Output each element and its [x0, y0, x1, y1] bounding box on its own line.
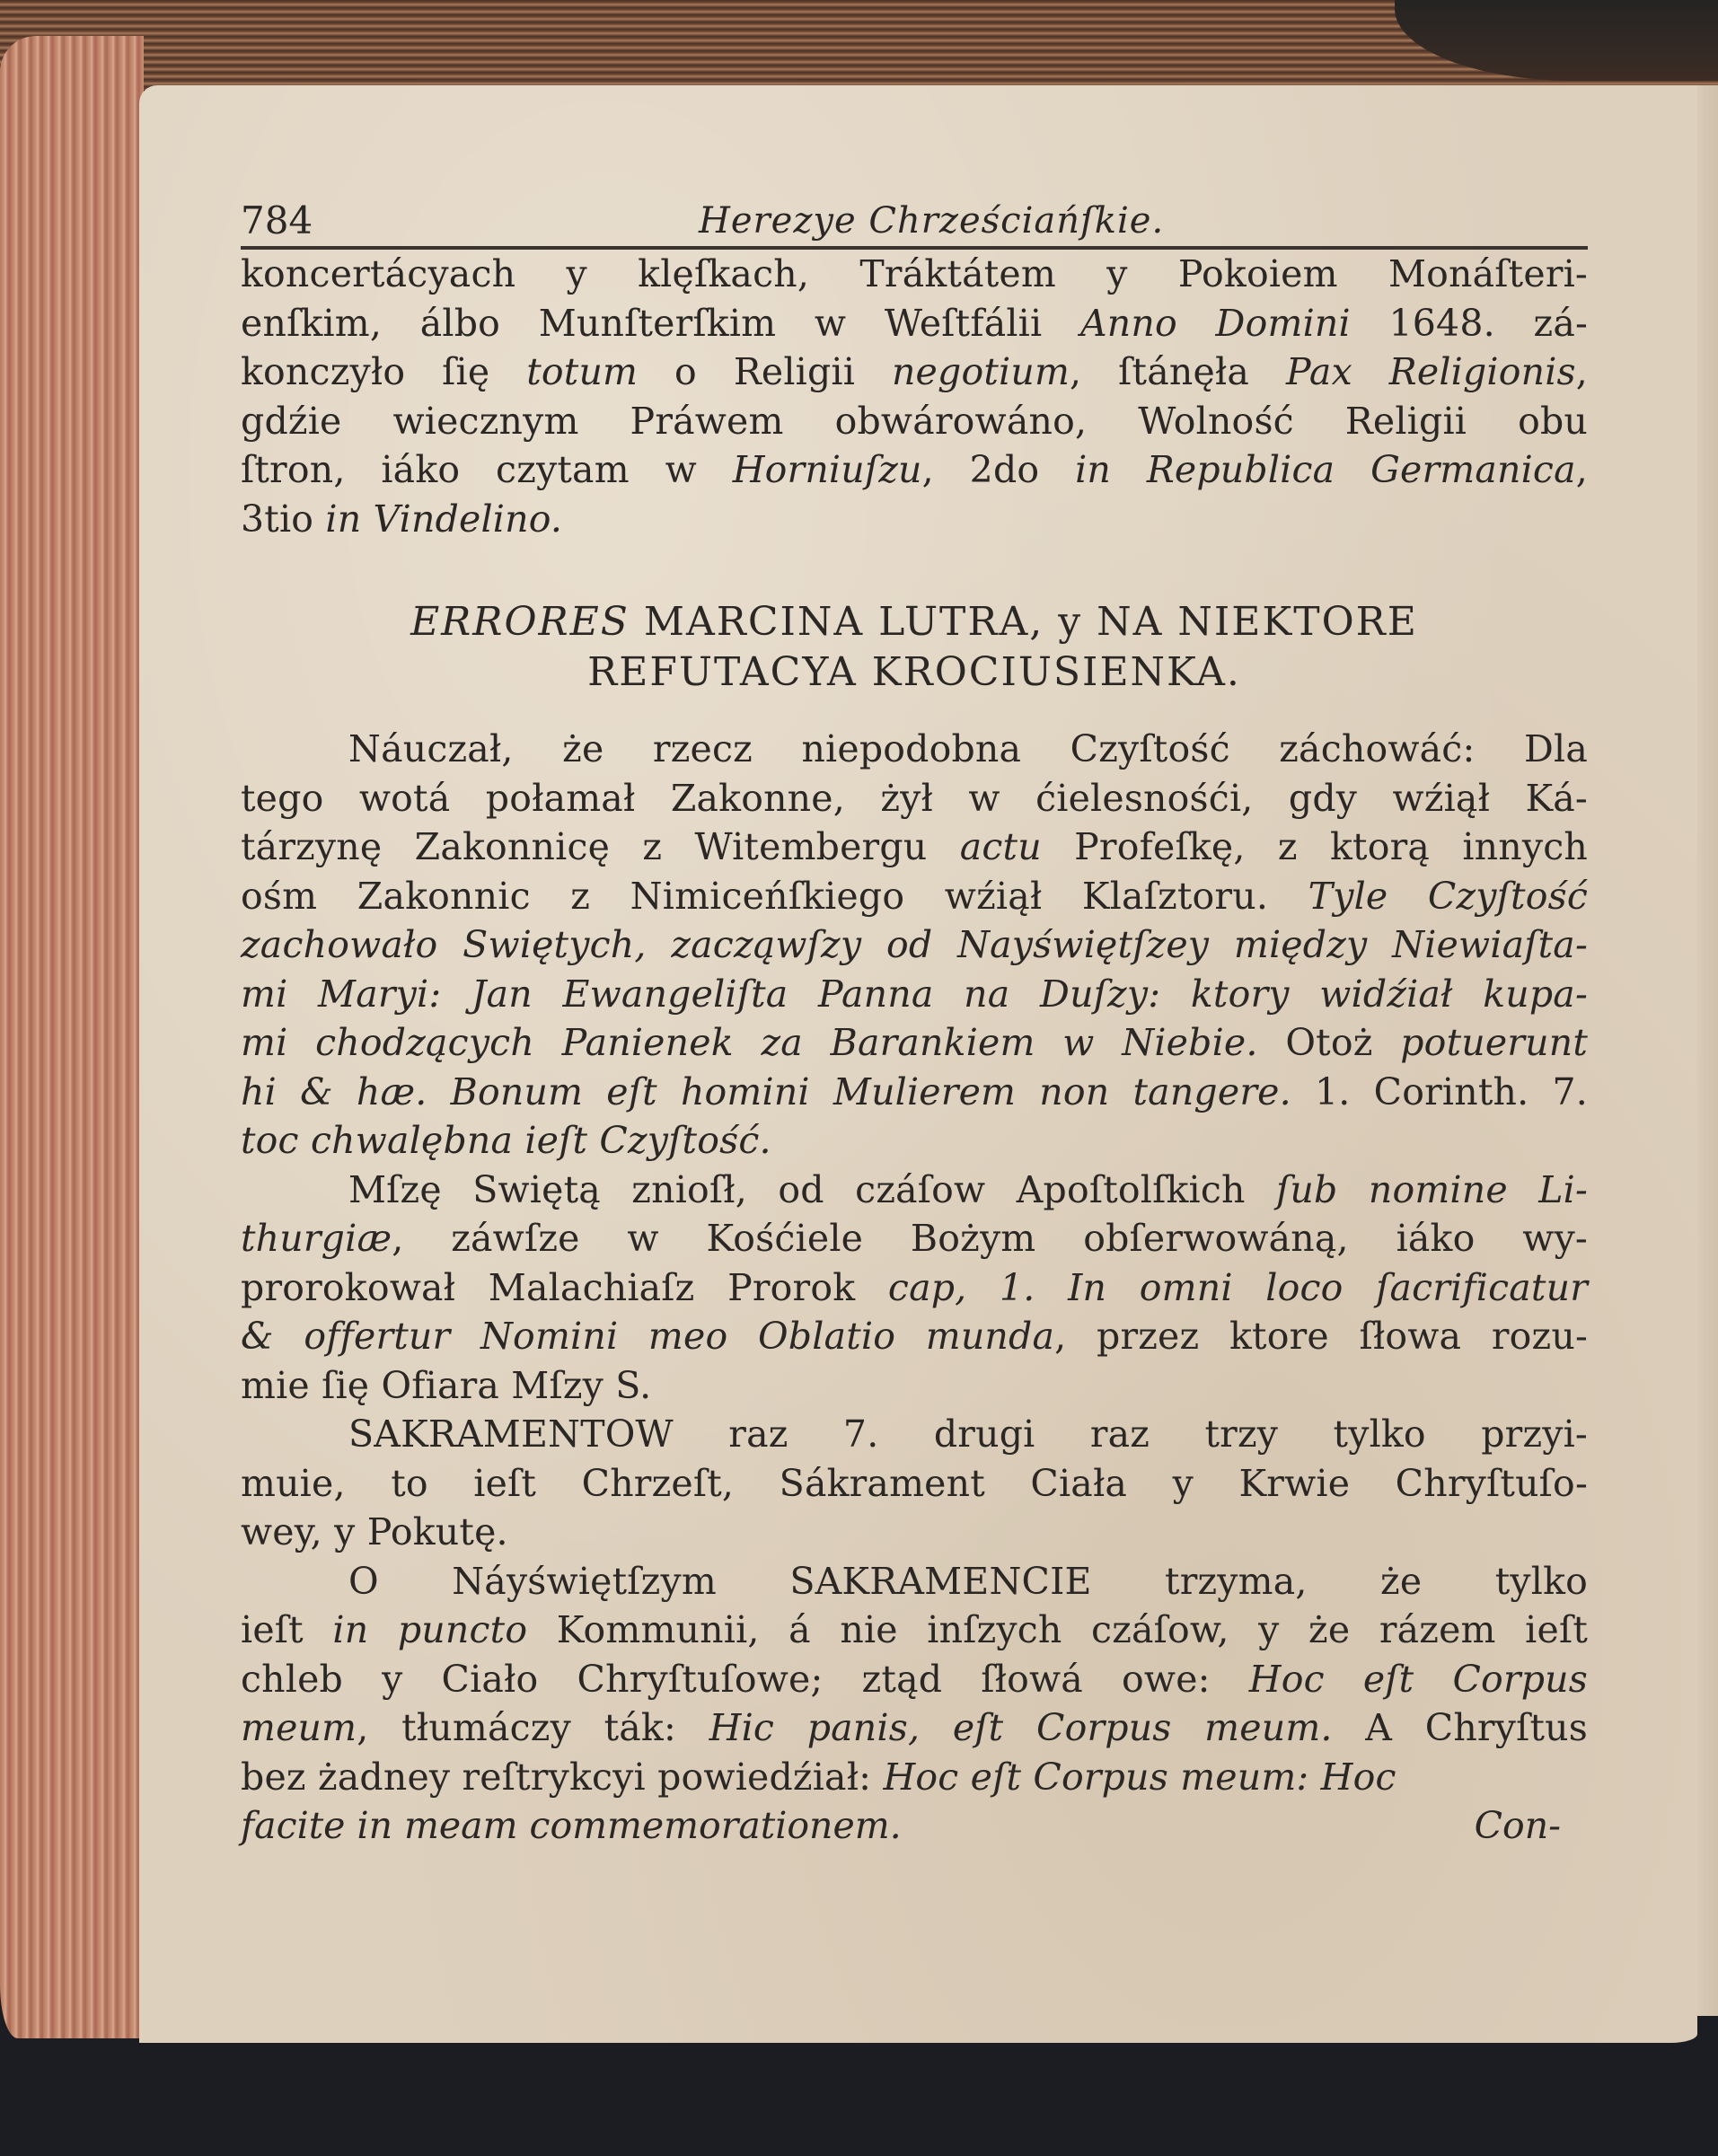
text-run: o Religii: [638, 350, 892, 393]
italic-run: & offertur Nomini meo Oblatio munda: [241, 1315, 1055, 1358]
italic-run: in Republica Germanica: [1075, 448, 1576, 491]
italic-run: Horniuſzu: [732, 448, 922, 491]
italic-run: Tyle Czyſtość: [1308, 874, 1588, 918]
text-run: A Chryſtus: [1332, 1706, 1588, 1749]
text-run: gdźie wiecznym Práwem obwárowáno, Wolność Religii obu: [241, 399, 1588, 443]
text-line: [241, 495, 1588, 544]
italic-run: ſub nomine Li-: [1276, 1167, 1588, 1211]
intro-paragraph: [241, 250, 1588, 543]
text-run: , 2do: [921, 448, 1076, 491]
text-line: [241, 872, 1588, 921]
text-run: , przez ktore ſłowa rozu-: [1054, 1315, 1588, 1358]
text-line: [241, 1753, 1588, 1802]
italic-run: in puncto: [332, 1608, 528, 1651]
italic-run: in Vindelino.: [325, 497, 563, 541]
text-line: [241, 1557, 1588, 1606]
text-line: [241, 1508, 1588, 1557]
text-line: [241, 1459, 1588, 1509]
text-run: O Náyświętſzym SAKRAMENCIE trzyma, że tylko: [348, 1559, 1588, 1603]
text-run: SAKRAMENTOW raz 7. drugi raz trzy tylko przyi-: [348, 1412, 1588, 1456]
italic-run: thurgiæ: [241, 1217, 392, 1260]
text-run: enſkim, álbo Munſterſkim w Weſtfálii: [241, 301, 1080, 345]
text-run: ośm Zakonnic z Nimiceńſkiego wźiął Klaſztoru.: [241, 874, 1308, 918]
text-line: [241, 725, 1588, 774]
text-line: [241, 250, 1588, 299]
italic-run: hi & hæ. Bonum eſt homini Mulierem non tangere.: [241, 1069, 1291, 1113]
final-line: [241, 1801, 1588, 1851]
text-line: [241, 774, 1588, 823]
text-run: tego wotá połamał Zakonne, żył w ćielesnośći, gdy wźiął Ká-: [241, 776, 1588, 820]
text-line: [241, 823, 1588, 872]
text-line: [241, 348, 1588, 397]
text-line: [241, 1410, 1588, 1459]
section-heading-rest: MARCINA LUTRA, y NA NIEKTORE: [629, 599, 1418, 645]
italic-run: toc chwalębna ieſt Czyſtość.: [241, 1119, 771, 1162]
italic-run: potuerunt: [1400, 1021, 1588, 1064]
italic-run: cap, 1. In omni loco ſacrificatur: [887, 1265, 1588, 1309]
book-page-edges: [0, 36, 144, 2038]
text-run: Kommunii, á nie inſzych czáſow, y że rázem ieſt: [527, 1608, 1589, 1651]
text-line: [241, 1703, 1588, 1753]
text-line: [241, 1606, 1588, 1655]
text-run: mie ſię Ofiara Mſzy S.: [241, 1363, 652, 1407]
section-heading-line-1: [241, 597, 1588, 647]
italic-run: Hoc eſt Corpus: [1248, 1657, 1588, 1701]
section-heading-line-2: REFUTACYA KROCIUSIENKA.: [587, 649, 1241, 695]
text-run: tárzynę Zakonnicę z Witembergu: [241, 825, 960, 868]
text-run: muie, to ieſt Chrzeſt, Sákrament Ciała y Krwie Chryſtuſo-: [241, 1461, 1588, 1505]
italic-run: mi chodzących Panienek za Barankiem w Niebie.: [241, 1021, 1258, 1064]
text-run: 1648. zá-: [1350, 301, 1589, 345]
text-run: , tłumáczy ták:: [357, 1706, 709, 1749]
body-paragraphs: [241, 725, 1588, 1801]
text-line: [241, 1166, 1588, 1215]
text-line: [241, 1068, 1588, 1117]
italic-run: Anno Domini: [1079, 301, 1351, 345]
italic-run: Hic panis, eſt Corpus meum.: [709, 1706, 1333, 1749]
text-line: [241, 1018, 1588, 1068]
paragraph: [241, 1166, 1588, 1411]
text-line: [241, 1263, 1588, 1313]
text-run: 1. Corinth. 7.: [1291, 1069, 1589, 1113]
text-run: Mſzę Swiętą znioſł, od czáſow Apoſtolſkich: [348, 1167, 1277, 1211]
text-run: Náuczał, że rzecz niepodobna Czyſtość záchowáć: Dla: [348, 727, 1588, 770]
text-run: ,: [1575, 448, 1588, 491]
text-run: chleb y Ciało Chryſtuſowe; ztąd ſłowá owe:: [241, 1657, 1249, 1701]
text-line: [241, 299, 1588, 348]
italic-run: meum: [241, 1706, 357, 1749]
text-run: 3tio: [241, 497, 326, 541]
section-heading-italic: ERRORES: [410, 599, 630, 645]
running-title: Herezye Chrześciańſkie.: [699, 200, 1165, 242]
text-line: [241, 445, 1588, 495]
italic-run: negotium: [891, 350, 1070, 393]
text-line: [241, 1361, 1588, 1411]
italic-run: zachowało Swiętych, zacząwſzy od Nayświętſzey między Niewiaſta-: [241, 923, 1588, 966]
text-run: Profeſkę, z ktorą innych: [1041, 825, 1589, 868]
paragraph: [241, 725, 1588, 1166]
text-run: ſtron, iáko czytam w: [241, 448, 733, 491]
text-line: [241, 970, 1588, 1019]
text-run: wey, y Pokutę.: [241, 1510, 508, 1553]
text-line: [241, 1312, 1588, 1361]
text-run: , záwſze w Kośćiele Bożym obſerwowáną, iáko wy-: [392, 1217, 1588, 1260]
text-run: bez żadney reſtrykcyi powiedźiał:: [241, 1755, 884, 1799]
text-run: ,: [1575, 350, 1588, 393]
text-line: [241, 397, 1588, 446]
page-header: [241, 198, 1588, 242]
text-run: ieſt: [241, 1608, 333, 1651]
italic-run: actu: [959, 825, 1042, 868]
page-text: [241, 198, 1588, 1851]
page-number: 784: [241, 198, 313, 242]
paragraph: [241, 1410, 1588, 1557]
italic-run: Pax Religionis: [1285, 350, 1576, 393]
italic-run: Hoc eſt Corpus meum: Hoc: [883, 1755, 1396, 1799]
text-line: [241, 1214, 1588, 1263]
text-run: koncertácyach y klęſkach, Tráktátem y Pokoiem Monáſteri-: [241, 252, 1588, 295]
text-line: [241, 1116, 1588, 1166]
text-run: konczyło ſię: [241, 350, 527, 393]
italic-run: mi Maryi: Jan Ewangeliſta Panna na Duſzy: ktory widźiał kupa-: [241, 972, 1588, 1016]
text-line: [241, 1655, 1588, 1704]
text-run: prorokował Malachiaſz Prorok: [241, 1265, 888, 1309]
italic-run: totum: [526, 350, 639, 393]
catchword: Con-: [1474, 1804, 1561, 1847]
paragraph: [241, 1557, 1588, 1802]
final-line-text: facite in meam commemorationem.: [241, 1804, 902, 1847]
text-run: , ſtánęła: [1070, 350, 1286, 393]
text-line: [241, 920, 1588, 970]
text-run: Otoż: [1257, 1021, 1401, 1064]
